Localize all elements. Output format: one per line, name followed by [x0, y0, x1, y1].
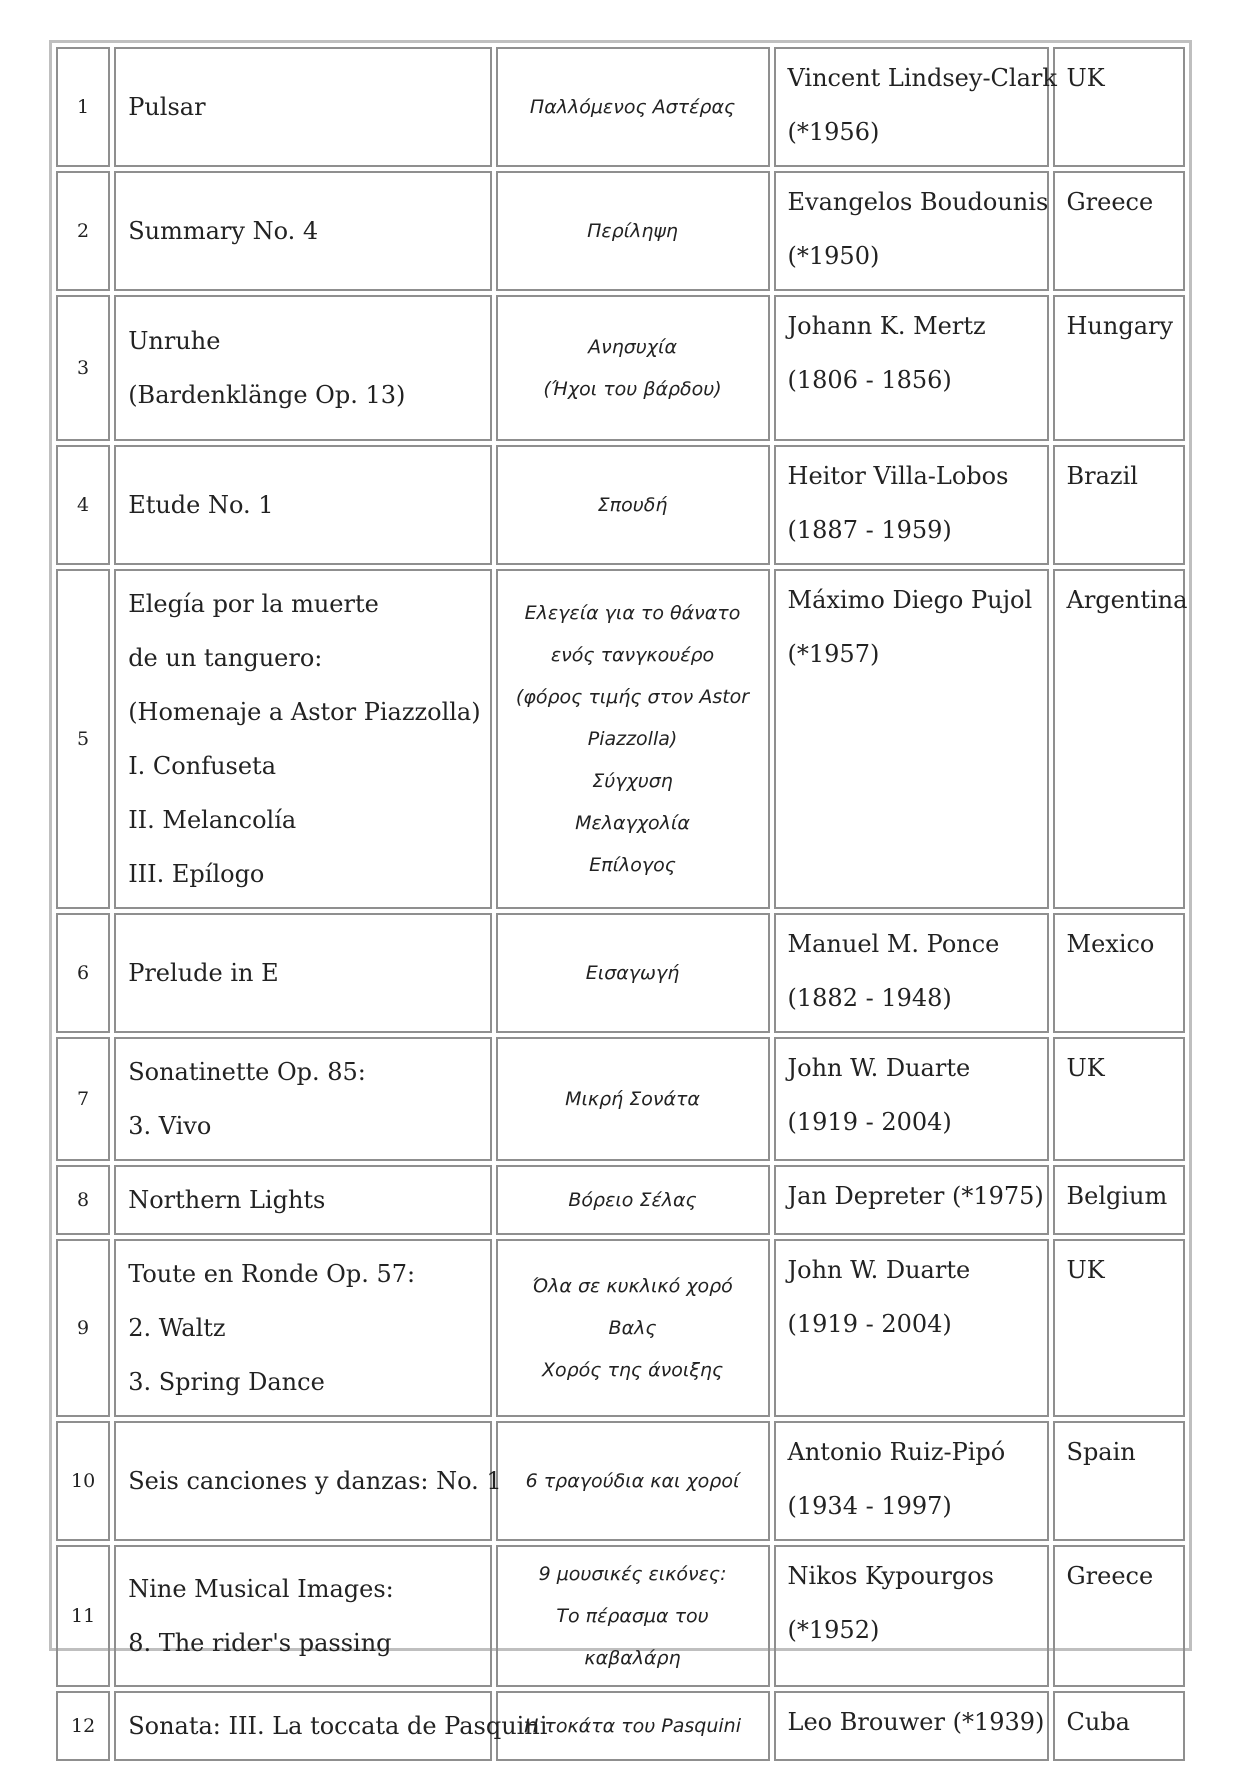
table-row	[56, 1165, 1185, 1235]
piece-title-line: II. Melancolía	[128, 806, 297, 834]
greek-title-line: 6 τραγούδια και χοροί	[525, 1470, 740, 1492]
composer-line: (1919 - 2004)	[787, 1108, 952, 1136]
greek-title-line: Βόρειο Σέλας	[568, 1189, 697, 1211]
country	[1053, 1165, 1186, 1235]
piece-title-line: 3. Spring Dance	[128, 1368, 325, 1396]
greek-title	[496, 445, 770, 565]
piece-title-line: Sonata: III. La toccata de Pasquini	[128, 1712, 548, 1740]
country-name: Argentina	[1066, 586, 1188, 614]
greek-title-line: Όλα σε κυκλικό χορό	[532, 1275, 733, 1297]
greek-title-line: Σπουδή	[597, 494, 668, 516]
composer	[774, 1165, 1049, 1235]
composer-line: Antonio Ruiz-Pipó	[787, 1438, 1006, 1466]
greek-title	[496, 1545, 770, 1687]
composer	[774, 1545, 1049, 1687]
greek-title	[496, 171, 770, 291]
greek-title	[496, 913, 770, 1033]
greek-title-line: (Ήχοι του βάρδου)	[543, 378, 722, 400]
greek-title-line: Ελεγεία για το θάνατο	[524, 602, 741, 624]
greek-title	[496, 569, 770, 909]
composer	[774, 1037, 1049, 1161]
row-number: 10	[56, 1421, 110, 1541]
greek-title-line: Piazzolla)	[587, 728, 678, 750]
greek-title-line: καβαλάρη	[584, 1647, 681, 1669]
greek-title-line: Ανησυχία	[588, 336, 677, 358]
piece-title-line: III. Epílogo	[128, 860, 265, 888]
greek-title-line: Επίλογος	[589, 854, 676, 876]
composer-line: (1934 - 1997)	[787, 1492, 952, 1520]
composer-line: (1887 - 1959)	[787, 516, 952, 544]
composer	[774, 1239, 1049, 1417]
table-row	[56, 913, 1185, 1033]
country-name: Cuba	[1066, 1708, 1130, 1736]
greek-title	[496, 47, 770, 167]
table-row	[56, 1691, 1185, 1761]
piece-title	[114, 445, 491, 565]
composer	[774, 913, 1049, 1033]
country	[1053, 913, 1186, 1033]
country-name: Spain	[1066, 1438, 1136, 1466]
greek-title-line: Η τοκάτα του Pasquini	[524, 1715, 741, 1737]
country-name: UK	[1066, 1256, 1105, 1284]
table-row	[56, 1545, 1185, 1687]
country-name: Hungary	[1066, 312, 1174, 340]
composer	[774, 445, 1049, 565]
composer-line: John W. Duarte	[787, 1256, 971, 1284]
table-row	[56, 1239, 1185, 1417]
composer-line: Manuel M. Ponce	[787, 930, 1000, 958]
country	[1053, 1239, 1186, 1417]
composer	[774, 47, 1057, 167]
composer-line: (1806 - 1856)	[787, 366, 952, 394]
greek-title-line: Μικρή Σονάτα	[565, 1088, 700, 1110]
country	[1053, 47, 1186, 167]
greek-title-line: Παλλόμενος Αστέρας	[529, 96, 736, 118]
piece-title-line: Toute en Ronde Op. 57:	[128, 1260, 416, 1288]
piece-title	[114, 171, 491, 291]
composer	[774, 295, 1049, 441]
table-row	[56, 445, 1185, 565]
composer-line: Nikos Kypourgos	[787, 1562, 994, 1590]
piece-title-line: Nine Musical Images:	[128, 1575, 394, 1603]
country	[1053, 171, 1186, 291]
piece-title-line: de un tanguero:	[128, 644, 323, 672]
greek-title	[496, 295, 770, 441]
piece-title	[114, 1239, 491, 1417]
table-row	[56, 47, 1185, 167]
composer-line: (*1956)	[787, 118, 880, 146]
piece-title-line: Unruhe	[128, 327, 221, 355]
composer-line: (1919 - 2004)	[787, 1310, 952, 1338]
piece-title-line: Pulsar	[128, 93, 206, 121]
piece-title	[114, 569, 491, 909]
country-name: Brazil	[1066, 462, 1138, 490]
piece-title-line: Summary No. 4	[128, 217, 319, 245]
country-name: UK	[1066, 1054, 1105, 1082]
country-name: Greece	[1066, 188, 1154, 216]
piece-title-line: (Bardenklänge Op. 13)	[128, 381, 406, 409]
greek-title	[496, 1165, 770, 1235]
row-number: 6	[56, 913, 110, 1033]
piece-title-line: Elegía por la muerte	[128, 590, 379, 618]
composer-line: (1882 - 1948)	[787, 984, 952, 1012]
greek-title-line: Μελαγχολία	[575, 812, 690, 834]
country	[1053, 1421, 1186, 1541]
composer	[774, 1421, 1049, 1541]
piece-title	[114, 1421, 502, 1541]
piece-title-line: Sonatinette Op. 85:	[128, 1058, 366, 1086]
composer-line: Johann K. Mertz	[787, 312, 986, 340]
greek-title-line: Περίληψη	[587, 220, 678, 242]
row-number: 2	[56, 171, 110, 291]
composer-line: Jan Depreter (*1975)	[787, 1182, 1044, 1210]
piece-title	[114, 295, 491, 441]
greek-title-line: Το πέρασμα του	[556, 1605, 709, 1627]
piece-title-line: 3. Vivo	[128, 1112, 212, 1140]
row-number: 12	[56, 1691, 110, 1761]
row-number: 11	[56, 1545, 110, 1687]
row-number: 7	[56, 1037, 110, 1161]
piece-title	[114, 47, 491, 167]
greek-title-line: (φόρος τιμής στον Astor	[515, 686, 750, 708]
composer-line: Leo Brouwer (*1939)	[787, 1708, 1045, 1736]
composer-line: (*1957)	[787, 640, 880, 668]
table-row	[56, 1037, 1185, 1161]
composer-line: (*1950)	[787, 242, 880, 270]
composer-line: (*1952)	[787, 1616, 880, 1644]
piece-title-line: 2. Waltz	[128, 1314, 226, 1342]
row-number: 5	[56, 569, 110, 909]
greek-title-line: Χορός της άνοιξης	[541, 1359, 724, 1381]
row-number: 4	[56, 445, 110, 565]
country	[1053, 1691, 1186, 1761]
piece-title	[114, 1545, 491, 1687]
piece-title	[114, 1691, 548, 1761]
piece-title	[114, 1165, 491, 1235]
table-row	[56, 1421, 1185, 1541]
row-number: 1	[56, 47, 110, 167]
greek-title	[496, 1037, 770, 1161]
program-table	[52, 43, 1189, 1765]
greek-title-line: Σύγχυση	[592, 770, 673, 792]
program-table-body	[56, 47, 1188, 1761]
country	[1053, 445, 1186, 565]
composer	[774, 1691, 1049, 1761]
composer-line: Vincent Lindsey-Clark	[787, 64, 1057, 92]
composer-line: Evangelos Boudounis	[787, 188, 1049, 216]
piece-title-line: Seis canciones y danzas: No. 1	[128, 1467, 502, 1495]
row-number: 8	[56, 1165, 110, 1235]
table-row	[56, 171, 1185, 291]
greek-title-line: Εισαγωγή	[585, 962, 680, 984]
piece-title	[114, 1037, 491, 1161]
country	[1053, 1037, 1186, 1161]
country-name: Greece	[1066, 1562, 1154, 1590]
piece-title-line: I. Confuseta	[128, 752, 277, 780]
table-row	[56, 295, 1185, 441]
country	[1053, 295, 1186, 441]
country-name: Mexico	[1066, 930, 1155, 958]
row-number: 3	[56, 295, 110, 441]
greek-title	[496, 1691, 770, 1761]
country-name: Belgium	[1066, 1182, 1168, 1210]
piece-title	[114, 913, 491, 1033]
country-name: UK	[1066, 64, 1105, 92]
greek-title-line: Βαλς	[608, 1317, 657, 1339]
piece-title-line: 8. The rider's passing	[128, 1629, 392, 1657]
composer-line: Heitor Villa-Lobos	[787, 462, 1009, 490]
piece-title-line: (Homenaje a Astor Piazzolla)	[128, 698, 481, 726]
composer-line: Máximo Diego Pujol	[787, 586, 1033, 614]
country	[1053, 569, 1186, 909]
piece-title-line: Prelude in E	[128, 959, 279, 987]
table-row	[56, 569, 1185, 909]
composer-line: John W. Duarte	[787, 1054, 971, 1082]
row-number: 9	[56, 1239, 110, 1417]
piece-title-line: Northern Lights	[128, 1186, 326, 1214]
greek-title-line: 9 μουσικές εικόνες:	[538, 1563, 727, 1585]
country	[1053, 1545, 1186, 1687]
composer	[774, 569, 1049, 909]
greek-title	[496, 1239, 770, 1417]
piece-title-line: Etude No. 1	[128, 491, 274, 519]
greek-title-line: ενός τανγκουέρο	[550, 644, 715, 666]
greek-title	[496, 1421, 770, 1541]
composer	[774, 171, 1049, 291]
